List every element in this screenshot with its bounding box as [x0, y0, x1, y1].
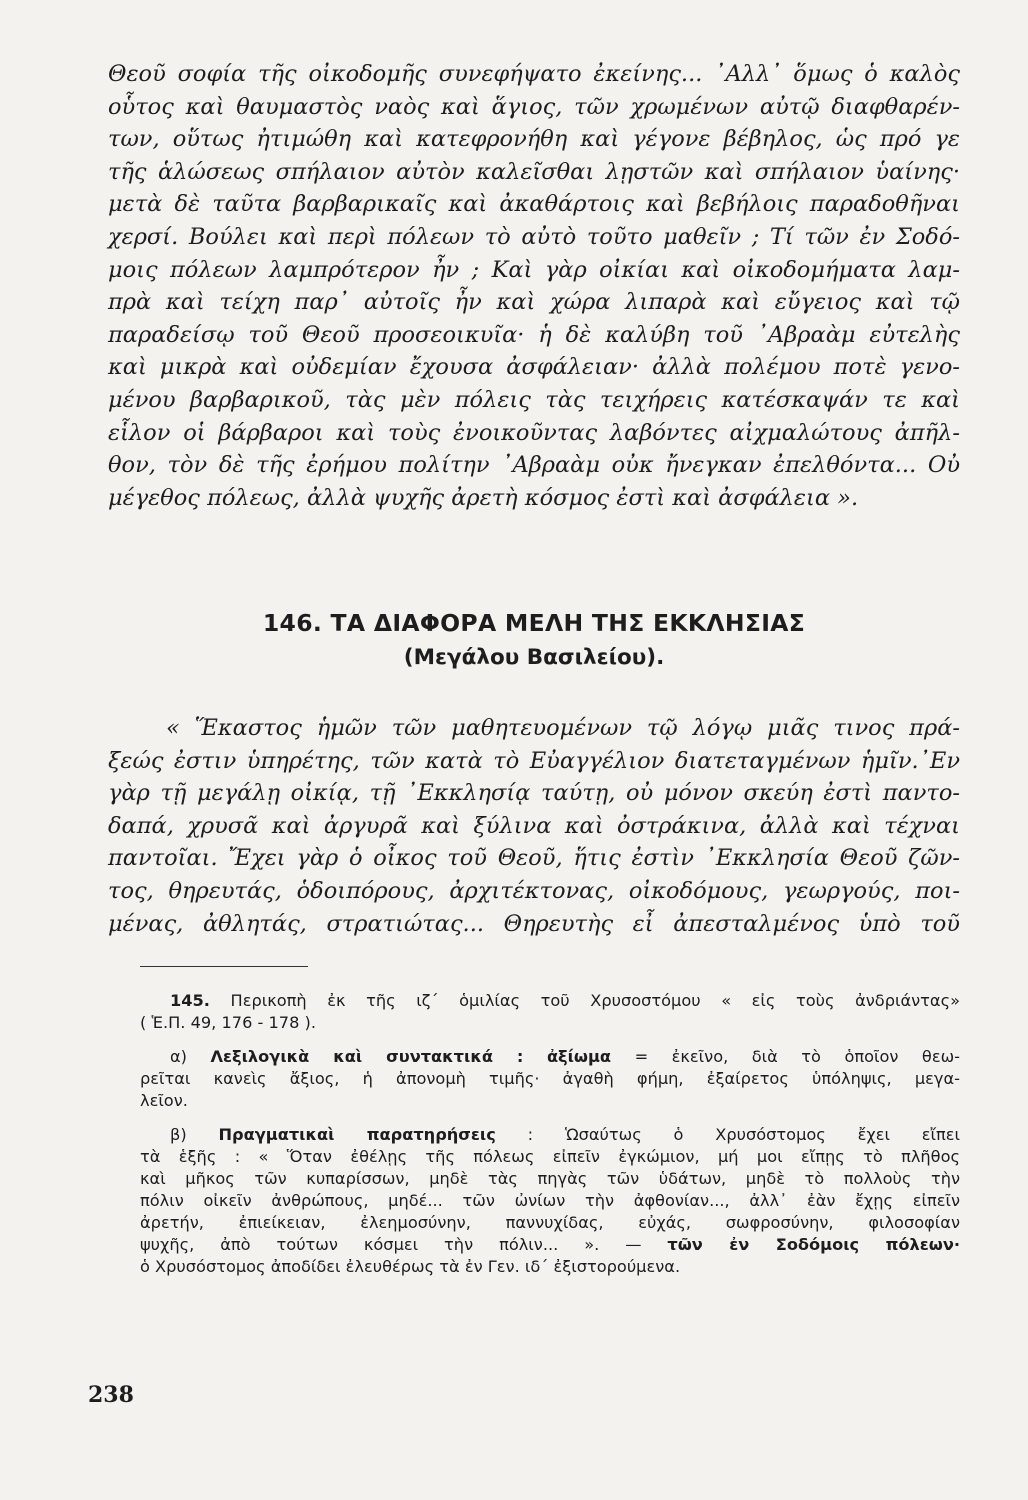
note-text: = ἐκεῖνο, διὰ τὸ ὁποῖον θεω- — [634, 1047, 960, 1066]
note-text: : Ὡσαύτως ὁ Χρυσόστομος ἔχει εἴπει — [527, 1125, 960, 1144]
footnote-line: πόλιν οἰκεῖν ἀνθρώπους, μηδέ... τῶν ὠνίων τὴν ἀφθονίαν..., ἀλλ᾿ ἐὰν ἔχῃς εἰπεῖν — [140, 1191, 960, 1210]
footnote-remarks — [140, 1124, 960, 1278]
note-label: α) — [170, 1047, 187, 1066]
footnote-line: ρεῖται κανεὶς ἄξιος, ἡ ἀπονομὴ τιμῆς· ἀγαθὴ φήμη, ἐξαίρετος ὑπόληψις, μεγα- — [140, 1069, 960, 1088]
text-line: παντοῖαι. Ἔχει γὰρ ὁ οἶκος τοῦ Θεοῦ, ἥτις ἐστὶν ᾿Εκκλησία Θεοῦ ζῶν- — [108, 845, 960, 872]
note-term: ἀξίωμα — [546, 1047, 612, 1066]
text-line: μέγεθος πόλεως, ἀλλὰ ψυχῆς ἀρετὴ κόσμος ἐστὶ καὶ ἀσφάλεια ». — [108, 484, 859, 511]
footnote-line — [140, 990, 960, 1012]
footnote-reference — [140, 990, 960, 1034]
text-line: των, οὕτως ἠτιμώθη καὶ κατεφρονήθη καὶ γέγονε βέβηλος, ὡς πρό γε — [108, 126, 960, 153]
text-line: τος, θηρευτάς, ὁδοιπόρους, ἀρχιτέκτονας, οἰκοδόμους, γεωργούς, ποι- — [108, 877, 960, 904]
note-heading: Πραγματικαὶ παρατηρήσεις — [218, 1125, 496, 1144]
section-subtitle: (Μεγάλου Βασιλείου). — [403, 645, 665, 670]
main-text-continued — [108, 58, 960, 514]
footnote-line: ( Ἑ.Π. 49, 176 - 178 ). — [140, 1013, 316, 1032]
text-line: ξεώς ἐστιν ὑπηρέτης, τῶν κατὰ τὸ Εὐαγγέλιον διατεταγμένων ἡμῖν.᾿Εν — [108, 747, 960, 774]
text-line: « Ἕκαστος ἡμῶν τῶν μαθητευομένων τῷ λόγῳ μιᾶς τινος πρά- — [166, 715, 960, 741]
page-number: 238 — [88, 1382, 134, 1408]
text-line: χερσί. Βούλει καὶ περὶ πόλεων τὸ αὐτὸ τοῦτο μαθεῖν ; Τί τῶν ἐν Σοδό- — [108, 223, 960, 250]
footnote-line: ὁ Χρυσόστομος ἀποδίδει ἐλευθέρως τὰ ἐν Γεν. ιδ΄ ἐξιστορούμενα. — [140, 1257, 681, 1276]
text-line: μένου βαρβαρικοῦ, τὰς μὲν πόλεις τὰς τειχήρεις κατέσκαψάν τε καὶ — [108, 386, 960, 413]
text-line: οὗτος καὶ θαυμαστὸς ναὸς καὶ ἅγιος, τῶν χρωμένων αὐτῷ διαφθαρέν- — [108, 93, 960, 120]
footnote-number: 145. — [170, 991, 210, 1010]
text-line: εἷλον οἱ βάρβαροι καὶ τοὺς ἐνοικοῦντας λαβόντες αἰχμαλώτους ἀπῆλ- — [108, 419, 960, 446]
note-text: ψυχῆς, ἀπὸ τούτων κόσμει τὴν πόλιν... ». — — [140, 1235, 642, 1254]
text-line: πρὰ καὶ τείχη παρ᾿ αὐτοῖς ἦν καὶ χώρα λιπαρὰ καὶ εὔγειος καὶ τῷ — [108, 289, 960, 316]
footnote-ref-text: Περικοπὴ ἐκ τῆς ιζ΄ ὁμιλίας τοῦ Χρυσοστόμου « εἰς τοὺς ἀνδριάντας» — [209, 991, 960, 1010]
footnote-line: καὶ μῆκος τῶν κυπαρίσσων, μηδὲ τὰς πηγὰς τῶν ὑδάτων, μηδὲ τὸ πολλοὺς τὴν — [140, 1169, 960, 1188]
footnote-line: ἀρετήν, ἐπιείκειαν, ἐλεημοσύνην, παννυχίδας, εὐχάς, σωφροσύνην, φιλοσοφίαν — [140, 1213, 960, 1232]
footnote-line: τὰ ἑξῆς : « Ὅταν ἐθέλῃς τῆς πόλεως εἰπεῖν ἐγκώμιον, μή μοι εἴπῃς τὸ πλῆθος — [140, 1147, 960, 1166]
text-line: γὰρ τῇ μεγάλῃ οἰκίᾳ, τῇ ᾿Εκκλησίᾳ ταύτῃ, οὐ μόνον σκεύη ἐστὶ παντο- — [108, 780, 960, 807]
text-line: καὶ μικρὰ καὶ οὐδεμίαν ἔχουσα ἀσφάλειαν· ἀλλὰ πολέμου ποτὲ γενο- — [108, 354, 960, 381]
note-label: β) — [170, 1125, 187, 1144]
text-line: τῆς ἁλώσεως σπήλαιον αὐτὸν καλεῖσθαι λῃστῶν καὶ σπήλαιον ὑαίνης· — [108, 158, 960, 185]
footnote-divider — [140, 966, 308, 967]
main-text-section-146 — [108, 712, 960, 940]
text-line: Θεοῦ σοφία τῆς οἰκοδομῆς συνεφήψατο ἐκείνης... ᾿Αλλ᾿ ὅμως ὁ καλὸς — [108, 61, 960, 87]
text-line: μετὰ δὲ ταῦτα βαρβαρικαῖς καὶ ἀκαθάρτοις καὶ βεβήλοις παραδοθῆναι — [108, 191, 960, 218]
note-heading: Λεξιλογικὰ καὶ συντακτικά : — [210, 1047, 524, 1066]
text-line: μένας, ἀθλητάς, στρατιώτας... Θηρευτὴς εἶ ἀπεσταλμένος ὑπὸ τοῦ — [108, 910, 960, 937]
footnote-line — [140, 1234, 960, 1256]
note-term: τῶν ἐν Σοδόμοις πόλεων· — [667, 1235, 960, 1254]
section-title: 146. ΤΑ ΔΙΑΦΟΡΑ ΜΕΛΗ ΤΗΣ ΕΚΚΛΗΣΙΑΣ — [262, 609, 806, 637]
section-heading — [108, 606, 960, 674]
footnotes — [140, 990, 960, 1290]
text-line: θον, τὸν δὲ τῆς ἐρήμου πολίτην ᾿Αβραὰμ οὐκ ἤνεγκαν ἐπελθόντα... Οὐ — [108, 452, 960, 479]
footnote-line: λεῖον. — [140, 1091, 188, 1110]
text-line: δαπά, χρυσᾶ καὶ ἀργυρᾶ καὶ ξύλινα καὶ ὀστράκινα, ἀλλὰ καὶ τέχναι — [108, 812, 960, 839]
footnote-lexical — [140, 1046, 960, 1112]
text-line: παραδείσῳ τοῦ Θεοῦ προσεοικυῖα· ἡ δὲ καλύβη τοῦ ᾿Αβραὰμ εὐτελὴς — [108, 321, 960, 348]
footnote-line — [140, 1046, 960, 1068]
footnote-line — [140, 1124, 960, 1146]
text-line: μοις πόλεων λαμπρότερον ἦν ; Καὶ γὰρ οἰκίαι καὶ οἰκοδομήματα λαμ- — [108, 256, 960, 283]
